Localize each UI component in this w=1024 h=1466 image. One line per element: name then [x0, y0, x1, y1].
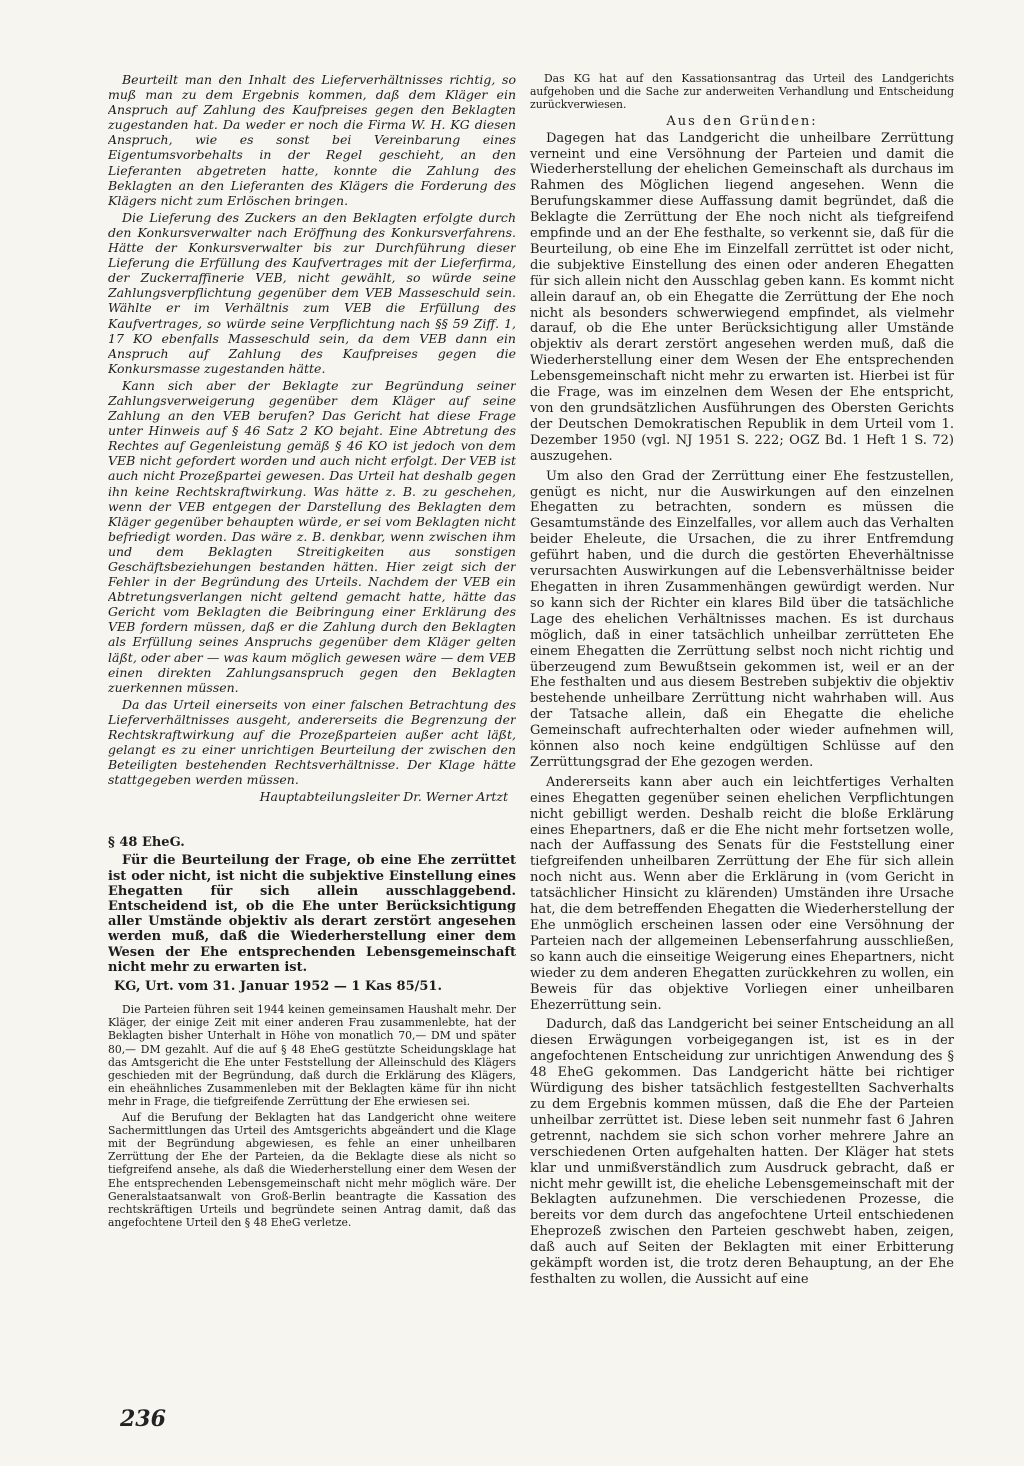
facts-paragraph-2: Auf die Berufung der Beklagten hat das Landgericht ohne weitere Sachermittlungen das Urteil des Amtsgerichts abgeändert und die Klage mit der Begründung abgewiesen, es fehle an einer unheilbaren Zerrüttung der Ehe der Parteien, da die Beklagte diese als nicht so tiefgreifend ansehe, als daß die Wiederherstellung einer dem Wesen der Ehe entsprechenden Lebensgemeinschaft nicht mehr möglich wäre. Der Generalstaatsanwalt von Groß-Berlin beantragte die Kassation des rechtskräftigen Urteils und begründete seinen Antrag damit, daß das angefochtene Urteil den § 48 EheG verletze.: [108, 1110, 516, 1230]
grounds-heading: Aus den Gründen:: [666, 113, 818, 129]
right-column: [530, 72, 954, 1292]
right-paragraph-3: Andererseits kann aber auch ein leichtfertiges Verhalten eines Ehegatten gegenüber seinen ehelichen Verpflichtungen nicht gebilligt werden. Deshalb reicht die bloße Erklärung eines Ehepartners, daß er die Ehe nicht mehr fortsetzen wolle, nach der Auffassung des Senats für die Feststellung einer tiefgreifenden unheilbaren Zerrüttung der Ehe für sich allein noch nicht aus. Wenn aber die Erklärung in (vom Gericht in tatsächlicher Hinsicht zu klärenden) Umständen ihre Ursache hat, die dem betreffenden Ehegatten die Wiederherstellung der Ehe unmöglich erscheinen lassen oder eine Versöhnung der Parteien nach der allgemeinen Lebenserfahrung ausschließen, so kann auch die einseitige Weigerung eines Ehepartners, nicht wieder zu dem anderen Ehegatten zurückkehren zu wollen, ein Beweis für das objektive Vorliegen einer unheilbaren Ehezerrüttung sein.: [530, 774, 954, 1013]
right-paragraph-2: Um also den Grad der Zerrüttung einer Ehe festzustellen, genügt es nicht, nur die Auswirkungen auf den einzelnen Ehegatten zu betrachten, sondern es müssen die Gesamtumstände des Einzelfalles, vor allem auch das Verhalten beider Eheleute, die Ursachen, die zu ihrer Entfremdung geführt haben, und die durch die gestörten Eheverhältnisse verursachten Auswirkungen auf die Lebensverhältnisse beider Ehegatten in ihren Zusammenhängen gewürdigt werden. Nur so kann sich der Richter ein klares Bild über die tatsächliche Lage des ehelichen Verhältnisses machen. Es ist durchaus möglich, daß in einer tatsächlich unheilbar zerrütteten Ehe einem Ehegatten die Zerrüttung selbst noch nicht richtig und überzeugend zum Bewußtsein gekommen ist, weil er an der Ehe festhalten und aus diesem Bestreben subjektiv die objektiv bestehende unheilbare Zerrüttung nicht wahrhaben will. Aus der Tatsache allein, daß ein Ehegatte die eheliche Gemeinschaft aufrechterhalten oder wieder aufnehmen will, können also noch keine endgültigen Schlüsse auf den Zerrüttungsgrad der Ehe gezogen werden.: [530, 468, 954, 770]
left-paragraph-2: Die Lieferung des Zuckers an den Beklagten erfolgte durch den Konkursverwalter nach Eröffnung des Konkursverfahrens. Hätte der Konkursverwalter bis zur Durchführung dieser Lieferung die Erfüllung des Kaufvertrages mit der Lieferfirma, der Zuckerraffinerie VEB, nicht gewählt, so würde seine Zahlungsverpflichtung gegenüber dem VEB Masseschuld sein. Wählte er im Verhältnis zum VEB die Erfüllung des Kaufvertrages, so würde seine Verpflichtung nach §§ 59 Ziff. 1, 17 KO ebenfalls Masseschuld sein, da dem VEB dann ein Anspruch auf Zahlung des Kaufpreises gegen die Konkursmasse zugestanden hätte.: [108, 209, 516, 376]
right-paragraph-1: Dagegen hat das Landgericht die unheilbare Zerrüttung verneint und eine Versöhnung der Parteien und damit die Wiederherstellung der ehelichen Gemeinschaft als durchaus im Rahmen des Möglichen liegend angesehen. Wenn die Berufungskammer diese Auffassung damit begründet, daß die Beklagte die Zerrüttung der Ehe noch nicht als tiefgreifend empfinde und an der Ehe festhalte, so verkennt sie, daß für die Beurteilung, ob eine Ehe im Einzelfall zerrüttet ist oder nicht, die subjektive Einstellung des einen oder anderen Ehegatten für sich allein nicht den Ausschlag geben kann. Es kommt nicht allein darauf an, ob ein Ehegatte die Zerrüttung der Ehe noch nicht als besonders schwerwiegend empfindet, als vielmehr darauf, ob die Ehe unter Berücksichtigung aller Umstände objektiv als derart zerstört angesehen werden muß, daß die Wiederherstellung einer dem Wesen der Ehe entsprechenden Lebensgemeinschaft nicht mehr zu erwarten ist. Hierbei ist für die Frage, was im einzelnen dem Wesen der Ehe entspricht, von den grundsätzlichen Ausführungen des Obersten Gerichts der Deutschen Demokratischen Republik in dem Urteil vom 1. Dezember 1950 (vgl. NJ 1951 S. 222; OGZ Bd. 1 Heft 1 S. 72) auszugehen.: [530, 130, 954, 464]
section-heading: § 48 EheG.: [108, 835, 185, 851]
leitsatz: Für die Beurteilung der Frage, ob eine Ehe zerrüttet ist oder nicht, ist nicht die subjektive Einstellung eines Ehegatten für sich allein ausschlaggebend. Entscheidend ist, ob die Ehe unter Berücksichtigung aller Umstände objektiv als derart zerstört angesehen werden muß, daß die Wiederherstellung einer dem Wesen der Ehe entsprechenden Lebensgemeinschaft nicht mehr zu erwarten ist.: [108, 853, 516, 975]
left-paragraph-4: Da das Urteil einerseits von einer falschen Betrachtung des Lieferverhältnisses ausgeht, andererseits die Begrenzung der Rechtskraftwirkung auf die Prozeßparteien außer acht läßt, gelangt es zu einer unrichtigen Beurteilung der zwischen den Beteiligten bestehenden Rechtsverhältnisse. Der Klage hätte stattgegeben werden müssen.: [108, 696, 516, 788]
facts-paragraph-1: Die Parteien führen seit 1944 keinen gemeinsamen Haushalt mehr. Der Kläger, der einige Zeit mit einer anderen Frau zusammenlebte, hat der Beklagten bisher Unterhalt in Höhe von monatlich 70,— DM und später 80,— DM gezahlt. Auf die auf § 48 EheG gestützte Scheidungsklage hat das Amtsgericht die Ehe unter Feststellung der Alleinschuld des Klägers geschieden mit der Begründung, daß durch die Erklärung des Klägers, ein eheähnliches Zusammenleben mit der Beklagten käme für ihn nicht mehr in Frage, die tiefgreifende Zerrüttung der Ehe erwiesen sei.: [108, 1003, 516, 1109]
author-signature: Hauptabteilungsleiter Dr. Werner Artzt: [259, 789, 508, 805]
page-number: 236: [120, 1406, 166, 1432]
court-reference: KG, Urt. vom 31. Januar 1952 — 1 Kas 85/51.: [114, 979, 442, 995]
right-paragraph-4: Dadurch, daß das Landgericht bei seiner Entscheidung an all diesen Erwägungen vorbeigegangen ist, ist es in der angefochtenen Entscheidung zur unrichtigen Anwendung des § 48 EheG gekommen. Das Landgericht hätte bei richtiger Würdigung des bisher tatsächlich festgestellten Sachverhalts zu dem Ergebnis kommen müssen, daß die Ehe der Parteien unheilbar zerrüttet ist. Diese leben seit nunmehr fast 6 Jahren getrennt, nachdem sie sich schon vorher mehrere Jahre an verschiedenen Orten aufgehalten hatten. Der Kläger hat stets klar und unmißverständlich zum Ausdruck gebracht, daß er nicht mehr gewillt ist, die eheliche Lebensgemeinschaft mit der Beklagten aufzunehmen. Die verschiedenen Prozesse, die bereits vor dem durch das angefochtene Urteil entschiedenen Eheprozeß zwischen den Parteien geschwebt haben, zeigen, daß auch auf Seiten der Beklagten mit einer Erbitterung gekämpft worden ist, die trotz deren Behauptung, an der Ehe festhalten zu wollen, die Aussicht auf eine: [530, 1017, 954, 1287]
left-paragraph-3: Kann sich aber der Beklagte zur Begründung seiner Zahlungsverweigerung gegenüber dem Kläger auf seine Zahlung an den VEB berufen? Das Gericht hat diese Frage unter Hinweis auf § 46 Satz 2 KO bejaht. Eine Abtretung des Rechtes auf Gegenleistung gemäß § 46 KO ist jedoch von dem VEB nicht gefordert worden und auch nicht erfolgt. Der VEB ist auch nicht Prozeßpartei gewesen. Das Urteil hat deshalb gegen ihn keine Rechtskraftwirkung. Was hätte z. B. zu geschehen, wenn der VEB entgegen der Darstellung des Beklagten dem Kläger gegenüber behaupten würde, er sei vom Beklagten nicht befriedigt worden. Das wäre z. B. denkbar, wenn zwischen ihm und dem Beklagten Streitigkeiten aus sonstigen Geschäftsbeziehungen bestanden hätten. Hier zeigt sich der Fehler in der Begründung des Urteils. Nachdem der VEB ein Abtretungsverlangen nicht geltend gemacht hatte, hätte das Gericht vom Beklagten die Beibringung einer Erklärung des VEB fordern müssen, daß er die Zahlung durch den Beklagten als Erfüllung seines Anspruchs gegenüber dem Kläger gelten läßt, oder aber — was kaum möglich gewesen wäre — dem VEB einen direkten Zahlungsanspruch gegen den Beklagten zuerkennen müssen.: [108, 377, 516, 695]
left-paragraph-1: Beurteilt man den Inhalt des Lieferverhältnisses richtig, so muß man zu dem Ergebnis kommen, daß dem Kläger ein Anspruch auf Zahlung des Kaufpreises gegen den Beklagten zugestanden hat. Da weder er noch die Firma W. H. KG diesen Anspruch, wie es sonst bei Vereinbarung eines Eigentumsvorbehalts in der Regel geschieht, an den Lieferanten abgetreten hatte, konnte die Zahlung des Beklagten an den Lieferanten des Klägers die Forderung des Klägers nicht zum Erlöschen bringen.: [108, 72, 516, 208]
left-column: [108, 72, 516, 1231]
decision-summary: Das KG hat auf den Kassationsantrag das Urteil des Landgerichts aufgehoben und die Sache zur anderweiten Verhandlung und Entscheidung zurückverwiesen.: [530, 72, 954, 112]
